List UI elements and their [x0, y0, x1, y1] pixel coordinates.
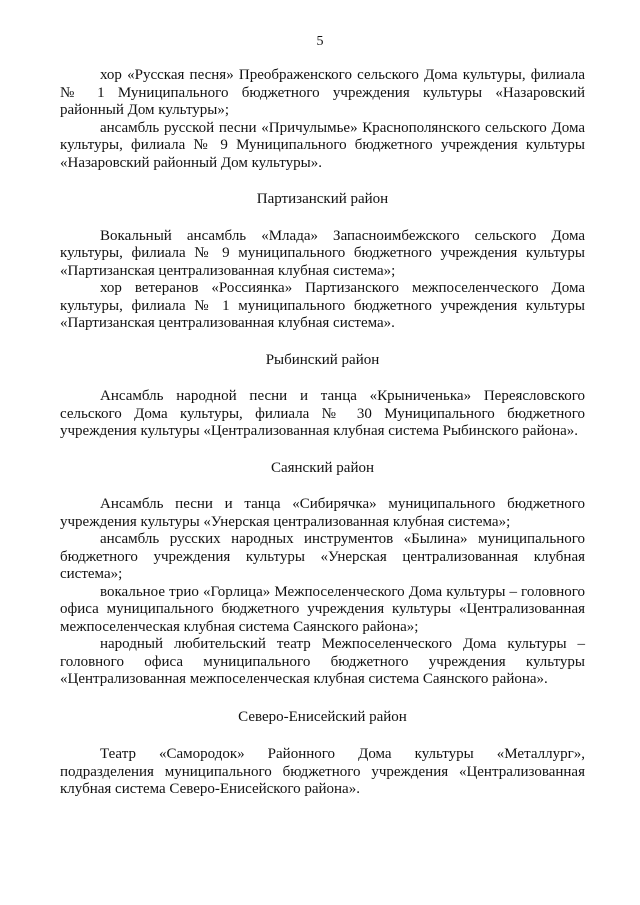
section-heading: Партизанский район — [256, 191, 389, 207]
paragraph: ансамбль русской песни «Причулымье» Краснополянского сельского Дома культуры, филиала № 9 Муниципального бюджетного учреждения культуры «Назаровский районный Дом культуры». — [60, 119, 585, 171]
paragraph: ансамбль русских народных инструментов «Былина» муниципального бюджетного учреждения культуры «Унерская централизованная клубная система»; — [60, 531, 585, 582]
section-heading: Рыбинский район — [265, 351, 380, 368]
paragraph: Вокальный ансамбль «Млада» Запасноимбежского сельского Дома культуры, филиала № 9 муниципального бюджетного учреждения культуры «Партизанская централизованная клубная система»; — [60, 227, 585, 279]
paragraph: Ансамбль народной песни и танца «Крыниченька» Переясловского сельского Дома культуры, филиала № 30 Муниципального бюджетного учреждения культуры «Централизованная клубная система Рыбинского района». — [60, 388, 585, 439]
paragraph: вокальное трио «Горлица» Межпоселенческого Дома культуры – головного офиса муниципального бюджетного учреждения культуры «Централизованная межпоселенческая клубная система Саянского района»; — [60, 583, 585, 635]
paragraph: народный любительский театр Межпоселенческого Дома культуры – головного офиса муниципального бюджетного учреждения культуры «Централизованная межпоселенческая клубная система Саянского района». — [60, 636, 585, 687]
paragraph: Театр «Самородок» Районного Дома культуры «Металлург», подразделения муниципального бюджетного учреждения «Централизованная клубная система Северо-Енисейского района». — [60, 746, 585, 797]
paragraph: хор ветеранов «Россиянка» Партизанского межпоселенческого Дома культуры, филиала № 1 муниципального бюджетного учреждения культуры «Партизанская централизованная клубная система». — [60, 280, 585, 331]
paragraph: Ансамбль песни и танца «Сибирячка» муниципального бюджетного учреждения культуры «Унерская централизованная клубная система»; — [60, 496, 585, 530]
paragraph: хор «Русская песня» Преображенского сельского Дома культуры, филиала № 1 Муниципального бюджетного учреждения культуры «Назаровский районный Дом культуры»; — [60, 67, 585, 118]
section-heading: Северо-Енисейский район — [238, 708, 407, 725]
document-body — [60, 67, 585, 799]
section-heading: Саянский район — [270, 459, 375, 476]
page-number: 5 — [316, 34, 324, 49]
